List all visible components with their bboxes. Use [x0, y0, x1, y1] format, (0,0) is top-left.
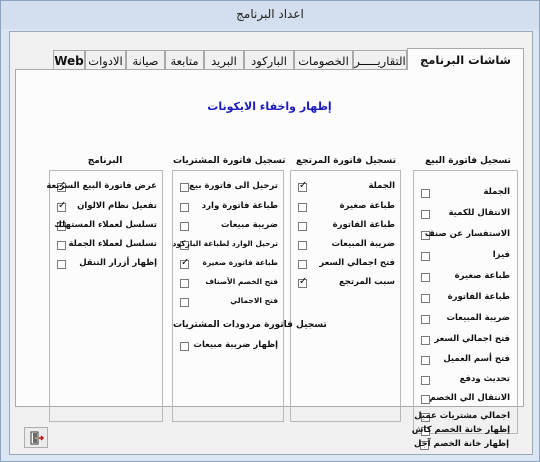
- checkbox[interactable]: [57, 241, 66, 250]
- checkbox[interactable]: [421, 210, 430, 219]
- checkbox[interactable]: [298, 183, 307, 192]
- checkbox[interactable]: [421, 315, 430, 324]
- checkbox[interactable]: [298, 222, 307, 231]
- returns-item-small-print[interactable]: طباعة صغيرة: [291, 201, 399, 215]
- checkbox[interactable]: [421, 294, 430, 303]
- tab-web[interactable]: Web: [53, 50, 85, 70]
- sales-item-item-inquiry[interactable]: الاستفسار عن صنف: [414, 229, 514, 243]
- sales-item-update-pay[interactable]: تحديث ودفع: [414, 374, 514, 388]
- returns-item-return-reason[interactable]: ✓ سبب المرتجع: [291, 277, 399, 291]
- purchases-group: [172, 170, 327, 422]
- purchase-returns-title: تسجيل فاتورة مردودات المشتريات: [173, 320, 327, 330]
- tab-strip: [15, 48, 524, 70]
- program-group-title: البرنامج: [87, 156, 123, 166]
- checkbox[interactable]: [421, 336, 430, 345]
- sales-item-credit-discount[interactable]: إظهار خانة الخصم آجل: [413, 439, 509, 449]
- purchases-item-open-total[interactable]: فتح الاجمالي: [173, 296, 282, 310]
- program-item-nav-buttons[interactable]: إظهار أزرار التنقل: [50, 258, 161, 272]
- checkbox[interactable]: [180, 203, 189, 212]
- tab-panel: [15, 69, 524, 449]
- returns-group: [290, 170, 401, 422]
- program-item-fast-sales[interactable]: ✓ عرض فاتورة البيع السريعة: [50, 181, 161, 195]
- sales-item-small-print[interactable]: طباعة صغيرة: [414, 271, 514, 285]
- program-group: [46, 170, 163, 422]
- sales-item-open-total[interactable]: فتح اجمالي السعر: [414, 334, 514, 348]
- tab-tools[interactable]: الادوات: [85, 50, 126, 70]
- sales-item-invoice-print[interactable]: طباعة الفاتورة: [414, 292, 514, 306]
- sales-item-customer-purchases[interactable]: اجمالي مشتريات عميل: [414, 411, 510, 421]
- checkbox[interactable]: [57, 203, 66, 212]
- program-item-color-system[interactable]: ✓ تفعيل نظام الالوان: [50, 201, 161, 215]
- checkbox[interactable]: [57, 260, 66, 269]
- sales-item-open-customer[interactable]: فتح أسم العميل: [414, 354, 514, 368]
- tab-barcode[interactable]: الباركود: [244, 50, 294, 70]
- checkbox[interactable]: [298, 203, 307, 212]
- checkbox[interactable]: [421, 189, 430, 198]
- sales-group-title: تسجيل فاتورة البيع: [425, 156, 511, 166]
- tab-program-screens[interactable]: شاشات البرنامج: [407, 48, 524, 70]
- exit-door-icon: [30, 431, 44, 445]
- sales-item-go-discount[interactable]: الانتقال الي الخصم: [414, 393, 514, 407]
- checkbox[interactable]: [180, 222, 189, 231]
- program-item-consumer-seq[interactable]: تسلسل لعملاء المستهلك: [54, 220, 157, 230]
- program-item-wholesale-seq[interactable]: تسلسل لعملاء الجملة: [50, 239, 161, 253]
- checkbox[interactable]: [180, 298, 189, 307]
- sales-item-wholesale[interactable]: الجملة: [414, 187, 514, 201]
- purchases-item-small-print[interactable]: ✓ طباعة فاتورة صغيرة: [173, 258, 282, 272]
- exit-button[interactable]: [24, 427, 48, 448]
- tab-reports[interactable]: التقاريـــــر: [353, 50, 407, 70]
- returns-item-sales-tax[interactable]: ضريبة المبيعات: [291, 239, 399, 253]
- tab-followup[interactable]: متابعة: [165, 50, 204, 70]
- purchase-returns-item-sales-tax[interactable]: إظهار ضريبة مبيعات: [173, 340, 282, 354]
- section-heading: إظهار واخفاء الايكونات: [207, 100, 332, 113]
- checkbox[interactable]: [421, 273, 430, 282]
- checkbox[interactable]: [421, 376, 430, 385]
- purchases-item-print-incoming[interactable]: طباعة فاتورة وارد: [173, 201, 282, 215]
- checkbox[interactable]: [180, 183, 189, 192]
- purchases-group-title: تسجيل فاتورة المشتريات: [173, 156, 286, 166]
- sales-item-go-to-qty[interactable]: الانتقال للكمية: [414, 208, 514, 222]
- purchases-item-to-sales[interactable]: ترحيل الى فاتورة بيع: [173, 181, 282, 195]
- checkbox[interactable]: [298, 260, 307, 269]
- checkbox[interactable]: [421, 356, 430, 365]
- sales-item-cash-discount[interactable]: إظهار خانة الخصم كاش: [411, 425, 510, 435]
- sales-item-visa[interactable]: فيزا: [414, 250, 514, 264]
- returns-group-title: تسجيل فاتورة المرتجع: [296, 156, 396, 166]
- checkbox[interactable]: [298, 279, 307, 288]
- checkbox[interactable]: [421, 252, 430, 261]
- title-bar: [1, 1, 539, 29]
- tab-maintenance[interactable]: صيانة: [126, 50, 165, 70]
- checkbox[interactable]: [180, 260, 189, 269]
- tab-mail[interactable]: البريد: [204, 50, 244, 70]
- checkbox[interactable]: [180, 279, 189, 288]
- window-title: اعداد البرنامج: [236, 7, 304, 21]
- client-area: [9, 31, 533, 455]
- returns-item-wholesale[interactable]: ✓ الجملة: [291, 181, 399, 195]
- returns-item-open-total[interactable]: فتح اجمالي السعر: [291, 258, 399, 272]
- checkbox[interactable]: [180, 342, 189, 351]
- returns-item-invoice-print[interactable]: طباعة الفاتورة: [291, 220, 399, 234]
- sales-group: [413, 170, 518, 434]
- purchases-item-barcode-print[interactable]: ترحيل الوارد لطباعة الباركود: [172, 239, 278, 248]
- tab-discounts[interactable]: الخصومات: [294, 50, 353, 70]
- checkbox[interactable]: [298, 241, 307, 250]
- purchases-item-sales-tax[interactable]: ضريبة مبيعات: [173, 220, 282, 234]
- sales-item-sales-tax[interactable]: ضريبة المبيعات: [414, 313, 514, 327]
- purchases-item-item-discount[interactable]: فتح الخصم الأصناف: [173, 277, 282, 291]
